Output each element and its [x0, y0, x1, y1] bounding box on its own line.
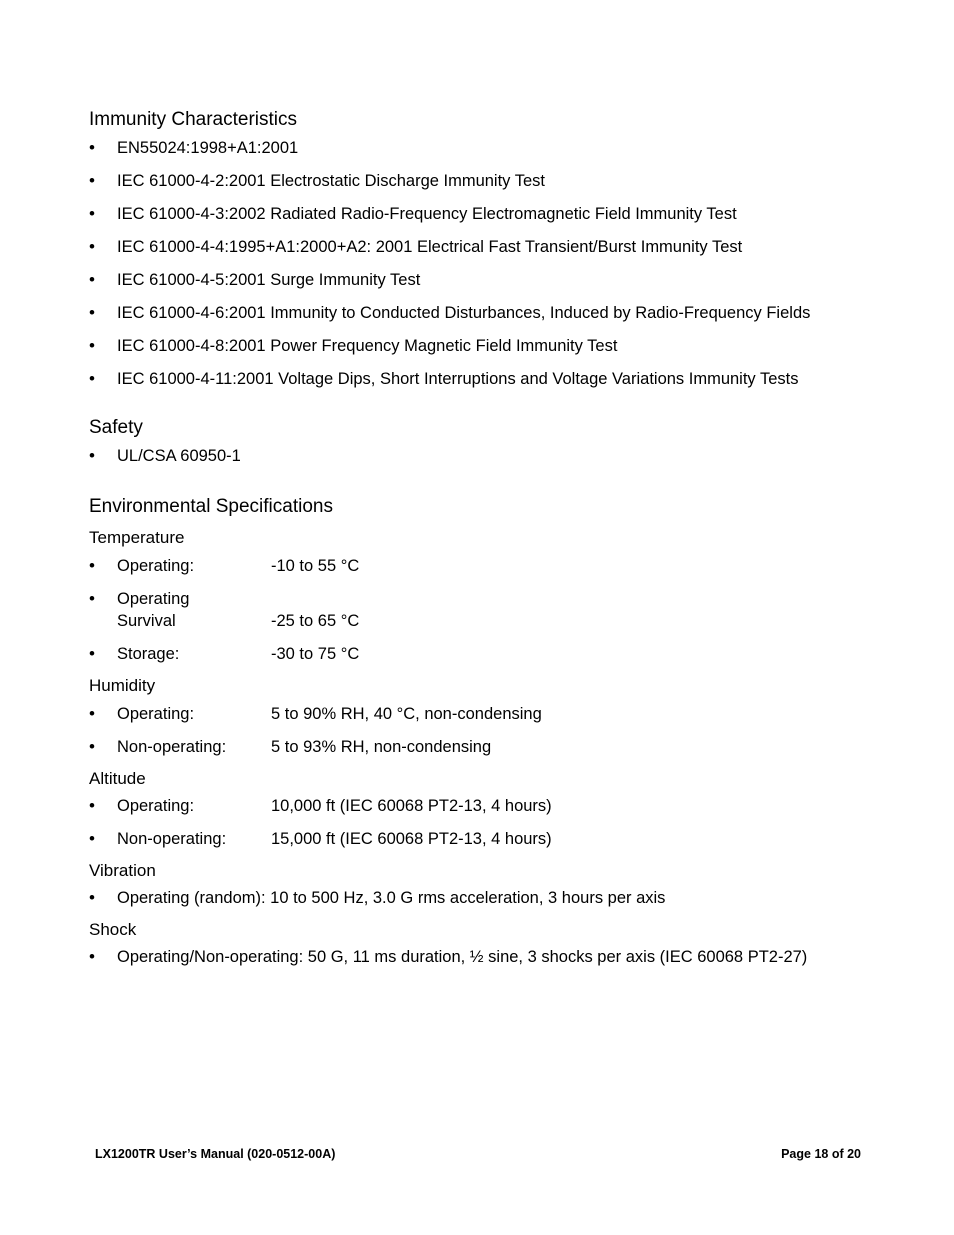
- spec-label: • Operating: [117, 590, 190, 608]
- environmental-heading: Environmental Specifications: [89, 496, 333, 517]
- spec-value: 15,000 ft (IEC 60068 PT2-13, 4 hours): [271, 830, 552, 848]
- list-item: [89, 555, 869, 577]
- shock-heading: Shock: [89, 920, 137, 939]
- vibration-list: [89, 887, 869, 909]
- immunity-heading: Immunity Characteristics: [89, 109, 297, 130]
- list-item: [89, 795, 869, 817]
- spec-label: • Operating:: [117, 557, 195, 575]
- spec-value: 5 to 93% RH, non-condensing: [271, 738, 492, 756]
- spec-label: • Operating:: [117, 705, 195, 723]
- list-item: • Operating (random): 10 to 500 Hz, 3.0 G rms acceleration, 3 hours per axis: [89, 887, 869, 909]
- safety-list: [89, 445, 869, 467]
- spec-value: -30 to 75 °C: [271, 645, 360, 663]
- spec-value: -25 to 65 °C: [271, 612, 360, 630]
- list-item: [89, 703, 869, 725]
- humidity-heading: Humidity: [89, 676, 156, 695]
- list-item: • UL/CSA 60950-1: [89, 445, 869, 467]
- page-number: Page 18 of 20: [781, 1147, 861, 1161]
- list-item: • IEC 61000-4-2:2001 Electrostatic Discharge Immunity Test: [89, 170, 869, 192]
- list-item: • IEC 61000-4-3:2002 Radiated Radio-Frequency Electromagnetic Field Immunity Test: [89, 203, 869, 225]
- humidity-list: [89, 703, 869, 758]
- list-item: [89, 643, 869, 665]
- list-item: • IEC 61000-4-6:2001 Immunity to Conducted Disturbances, Induced by Radio-Frequency Fields: [89, 302, 869, 324]
- list-item: • Operating/Non-operating: 50 G, 11 ms duration, ½ sine, 3 shocks per axis (IEC 60068 PT2-27): [89, 946, 869, 968]
- list-item: • IEC 61000-4-11:2001 Voltage Dips, Short Interruptions and Voltage Variations Immunity Tests: [89, 368, 869, 390]
- altitude-heading: Altitude: [89, 769, 146, 788]
- shock-list: [89, 946, 869, 968]
- document-page: [89, 108, 869, 968]
- spec-label: • Storage:: [117, 645, 180, 663]
- list-item: • IEC 61000-4-8:2001 Power Frequency Magnetic Field Immunity Test: [89, 335, 869, 357]
- list-item: [89, 588, 869, 632]
- vibration-heading: Vibration: [89, 861, 156, 880]
- spec-label: • Operating:: [117, 797, 195, 815]
- list-item: • IEC 61000-4-5:2001 Surge Immunity Test: [89, 269, 869, 291]
- list-item: [89, 828, 869, 850]
- temperature-list: [89, 555, 869, 665]
- list-item: • EN55024:1998+A1:2001: [89, 137, 869, 159]
- spec-value: -10 to 55 °C: [271, 557, 360, 575]
- spec-label: • Non-operating:: [117, 830, 227, 848]
- spec-label: • Non-operating:: [117, 738, 227, 756]
- altitude-list: [89, 795, 869, 850]
- spec-value: 10,000 ft (IEC 60068 PT2-13, 4 hours): [271, 797, 552, 815]
- safety-heading: Safety: [89, 417, 143, 438]
- spec-label: Survival: [117, 612, 176, 630]
- list-item: • IEC 61000-4-4:1995+A1:2000+A2: 2001 Electrical Fast Transient/Burst Immunity Test: [89, 236, 869, 258]
- spec-value: 5 to 90% RH, 40 °C, non-condensing: [271, 705, 542, 723]
- immunity-list: [89, 137, 869, 390]
- page-footer: [95, 1146, 861, 1162]
- temperature-heading: Temperature: [89, 528, 185, 547]
- footer-title: LX1200TR User’s Manual (020-0512-00A): [95, 1147, 336, 1161]
- list-item: [89, 736, 869, 758]
